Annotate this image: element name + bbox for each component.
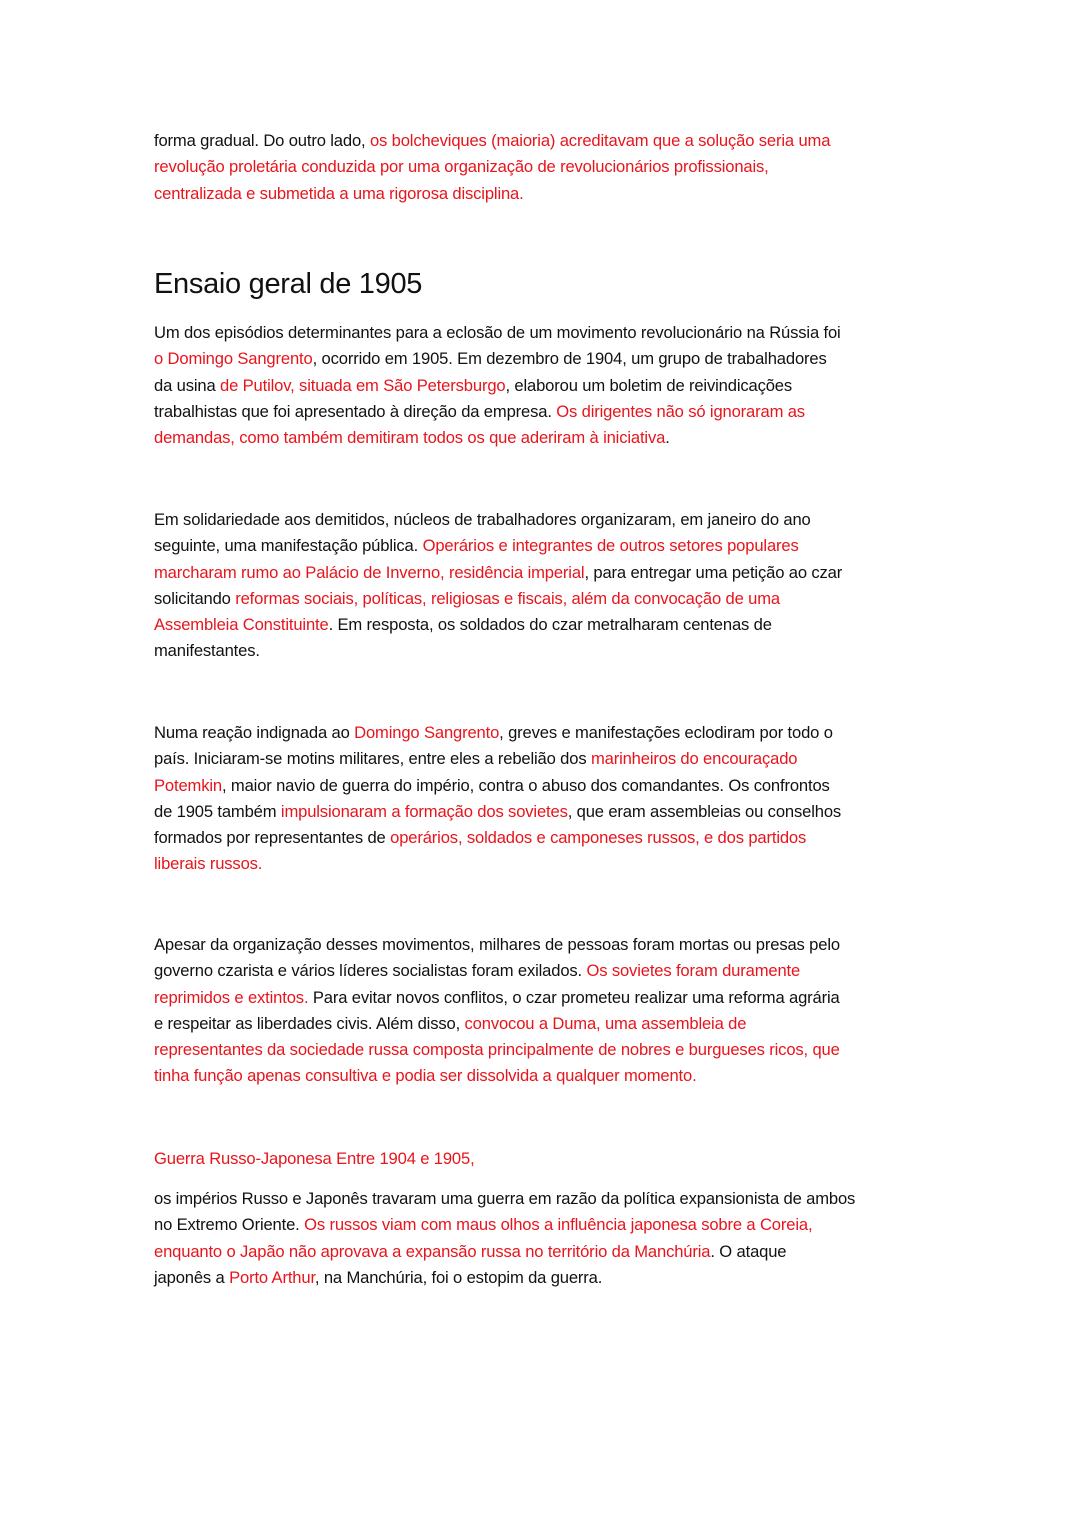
- highlighted-text: os bolcheviques (maioria) acreditavam que a solução seria uma: [369, 131, 831, 150]
- subheading-guerra-russo-japonesa: [154, 1146, 944, 1172]
- text-line: [154, 1265, 944, 1291]
- highlighted-text: marcharam rumo ao Palácio de Inverno, residência imperial: [154, 562, 585, 582]
- highlighted-text: convocou a Duma, uma assembleia de: [464, 1013, 747, 1033]
- text-line: [154, 1212, 944, 1238]
- highlighted-text: impulsionaram a formação dos sovietes: [280, 801, 568, 821]
- highlighted-text: Os russos viam com maus olhos a influência japonesa sobre a Coreia,: [304, 1215, 813, 1235]
- highlighted-text: Potemkin: [154, 775, 222, 795]
- highlighted-text: reformas sociais, políticas, religiosas e fiscais, além da convocação de uma: [235, 588, 780, 608]
- body-text: , ocorrido em 1905. Em dezembro de 1904, um grupo de trabalhadores: [312, 349, 827, 369]
- body-text: .: [665, 428, 670, 448]
- text-line: [154, 128, 944, 154]
- paragraph-reacao: [154, 720, 944, 878]
- text-line: [154, 638, 944, 664]
- highlighted-text: enquanto o Japão não aprovava a expansão russa no território da Manchúria: [154, 1241, 711, 1261]
- text-line: [154, 1146, 944, 1172]
- body-text: , greves e manifestações eclodiram por todo o: [499, 723, 833, 742]
- text-line: [154, 773, 944, 799]
- highlighted-text: operários, soldados e camponeses russos, e dos partidos: [390, 828, 807, 848]
- paragraph-domingo-sangrento: [154, 320, 944, 451]
- text-line: [154, 507, 944, 533]
- body-text: , na Manchúria, foi o estopim da guerra.: [314, 1267, 603, 1287]
- text-line: [154, 320, 944, 346]
- body-text: de 1905 também: [154, 801, 281, 821]
- highlighted-text: tinha função apenas consultiva e podia ser dissolvida a qualquer momento.: [154, 1066, 697, 1086]
- text-line: [154, 825, 944, 851]
- text-line: [154, 1011, 944, 1037]
- highlighted-text: o Domingo Sangrento: [154, 349, 313, 369]
- body-text: forma gradual. Do outro lado,: [154, 131, 370, 150]
- text-line: [154, 533, 944, 559]
- paragraph-solidariedade: [154, 507, 944, 665]
- body-text: Apesar da organização desses movimentos, milhares de pessoas foram mortas ou presas pelo: [154, 935, 840, 954]
- highlighted-text: reprimidos e extintos.: [154, 987, 309, 1007]
- body-text: Numa reação indignada ao: [154, 723, 355, 742]
- text-line: [154, 1037, 944, 1063]
- body-text: Um dos episódios determinantes para a eclosão de um movimento revolucionário na Rússia foi: [154, 323, 841, 342]
- highlighted-text: demandas, como também demitiram todos os que aderiram à iniciativa: [154, 428, 666, 448]
- body-text: os impérios Russo e Japonês travaram uma guerra em razão da política expansionista de ambos: [154, 1189, 856, 1208]
- text-line: [154, 1239, 944, 1265]
- highlighted-text: revolução proletária conduzida por uma organização de revolucionários profissionais,: [154, 157, 769, 177]
- highlighted-text: Os dirigentes não só ignoraram as: [556, 401, 805, 421]
- body-text: país. Iniciaram-se motins militares, entre eles a rebelião dos: [154, 749, 591, 769]
- paragraph-guerra: [154, 1186, 944, 1291]
- highlighted-text: Os sovietes foram duramente: [586, 961, 801, 981]
- text-line: [154, 425, 944, 451]
- text-line: [154, 851, 944, 877]
- body-text: trabalhistas que foi apresentado à direção da empresa.: [154, 401, 557, 421]
- highlighted-text: de Putilov, situada em São Petersburgo: [220, 375, 506, 395]
- text-line: [154, 985, 944, 1011]
- text-line: [154, 612, 944, 638]
- section-heading: Ensaio geral de 1905: [154, 268, 423, 300]
- body-text: , maior navio de guerra do império, contra o abuso dos comandantes. Os confrontos: [221, 775, 830, 795]
- highlighted-text: Porto Arthur: [229, 1267, 315, 1287]
- body-text: , elaborou um boletim de reivindicações: [505, 375, 793, 395]
- body-text: japonês a: [154, 1267, 230, 1287]
- text-line: [154, 399, 944, 425]
- text-line: [154, 154, 944, 180]
- body-text: seguinte, uma manifestação pública.: [154, 536, 423, 556]
- body-text: da usina: [154, 375, 220, 395]
- text-line: [154, 1063, 944, 1089]
- body-text: formados por representantes de: [154, 828, 391, 848]
- body-text: Para evitar novos conflitos, o czar prometeu realizar uma reforma agrária: [308, 987, 840, 1007]
- text-line: [154, 586, 944, 612]
- paragraph-repressao: [154, 932, 944, 1090]
- body-text: , que eram assembleias ou conselhos: [567, 801, 842, 821]
- highlighted-text: Assembleia Constituinte: [154, 615, 329, 635]
- body-text: manifestantes.: [154, 641, 260, 661]
- body-text: , para entregar uma petição ao czar: [584, 562, 843, 582]
- highlighted-text: liberais russos.: [154, 854, 263, 874]
- highlighted-text: Domingo Sangrento: [354, 723, 500, 742]
- body-text: . Em resposta, os soldados do czar metralharam centenas de: [328, 615, 772, 635]
- body-text: e respeitar as liberdades civis. Além disso,: [154, 1013, 465, 1033]
- text-line: [154, 346, 944, 372]
- highlighted-text: marinheiros do encouraçado: [590, 749, 798, 769]
- body-text: solicitando: [154, 588, 236, 608]
- text-line: [154, 720, 944, 746]
- text-line: [154, 746, 944, 772]
- highlighted-text: representantes da sociedade russa composta principalmente de nobres e burgueses ricos, que: [154, 1040, 840, 1060]
- text-line: [154, 181, 944, 207]
- text-line: [154, 560, 944, 586]
- body-text: Em solidariedade aos demitidos, núcleos de trabalhadores organizaram, em janeiro do ano: [154, 510, 811, 529]
- text-line: [154, 958, 944, 984]
- text-line: [154, 932, 944, 958]
- body-text: governo czarista e vários líderes socialistas foram exilados.: [154, 961, 587, 981]
- body-text: no Extremo Oriente.: [154, 1215, 305, 1235]
- highlighted-text: Operários e integrantes de outros setores populares: [422, 536, 799, 556]
- highlighted-text: Guerra Russo-Japonesa Entre 1904 e 1905,: [154, 1149, 475, 1168]
- highlighted-text: centralizada e submetida a uma rigorosa disciplina.: [154, 183, 524, 203]
- text-line: [154, 1186, 944, 1212]
- text-line: [154, 373, 944, 399]
- paragraph-bolcheviques: [154, 128, 944, 207]
- body-text: . O ataque: [710, 1241, 787, 1261]
- text-line: [154, 799, 944, 825]
